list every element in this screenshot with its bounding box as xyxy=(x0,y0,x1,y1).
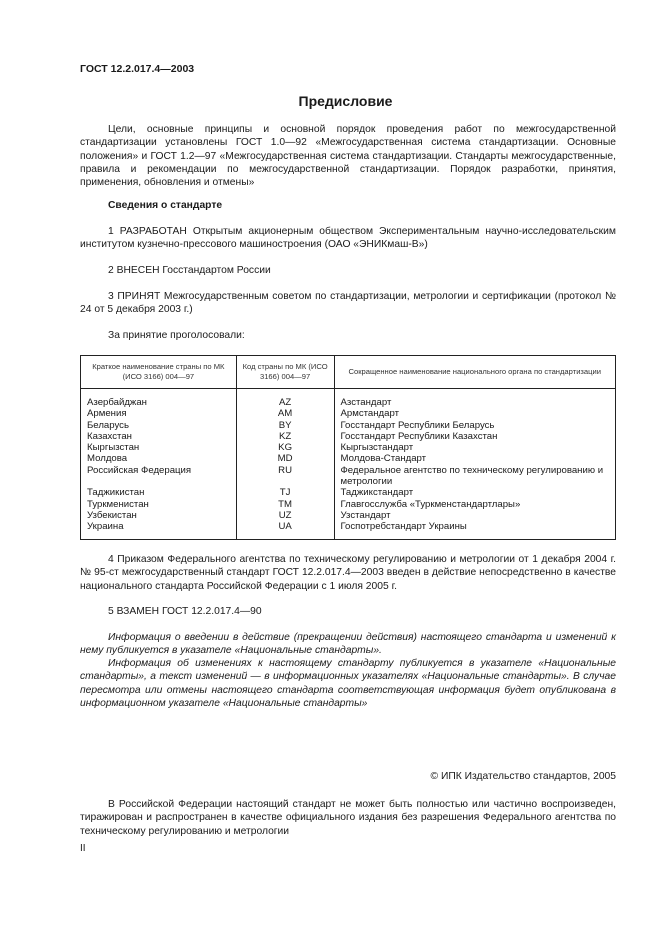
page-number: II xyxy=(80,843,86,854)
table-row xyxy=(81,431,616,442)
table-row xyxy=(81,521,616,539)
table-row xyxy=(81,408,616,419)
cell-country: Азербайджан xyxy=(81,389,237,409)
intro-paragraph xyxy=(80,123,616,189)
cell-country: Армения xyxy=(81,408,237,419)
header-code: Код страны по МК (ИСО 3166) 004—97 xyxy=(236,356,334,389)
copyright-line: © ИПК Издательство стандартов, 2005 xyxy=(430,771,616,782)
info-heading: Сведения о стандарте xyxy=(108,200,223,211)
table-header-row xyxy=(81,356,616,389)
table-row xyxy=(81,487,616,498)
table-row xyxy=(81,442,616,453)
cell-country: Российская Федерация xyxy=(81,465,237,488)
page-title: Предисловие xyxy=(298,93,393,109)
header-country: Краткое наименование страны по МК (ИСО 3166) 004—97 xyxy=(81,356,237,389)
cell-body: Госстандарт Республики Казахстан xyxy=(334,431,616,442)
notice-2-text: Информация об изменениях к настоящему стандарту публикуется в указателе «Национальные стандарты», а текст изменений — в информационных указателях «Национальные стандарты». В случае пересмотра или отмены настоящего стандарта соответствующая информация будет опубликована в информационном указателе «Национальные стандарты» xyxy=(80,658,616,709)
table-row xyxy=(81,389,616,409)
cell-code: MD xyxy=(236,453,334,464)
cell-country: Беларусь xyxy=(81,420,237,431)
cell-body: Таджикстандарт xyxy=(334,487,616,498)
item-order-text: 4 Приказом Федерального агентства по техническому регулированию и метрологии от 1 декабря 2004 г. № 95-ст межгосударственный стандарт ГОСТ 12.2.017.4—2003 введен в действие непосредственно в качестве национального стандарта Российской Федерации с 1 июля 2005 г. xyxy=(80,554,616,592)
notice-paragraph-2 xyxy=(80,657,616,710)
table-row xyxy=(81,453,616,464)
cell-country: Украина xyxy=(81,521,237,539)
intro-text: Цели, основные принципы и основной порядок проведения работ по межгосударственной стандартизации установлены ГОСТ 1.0—92 «Межгосударственная система стандартизации. Основные положения» и ГОСТ 1.2—97 «Межгосударственная система стандартизации. Стандарты межгосударственные, правила и рекомендации по межгосударственной стандартизации. Порядок разработки, принятия, применения, обновления и отмены» xyxy=(80,124,616,189)
cell-body: Узстандарт xyxy=(334,510,616,521)
cell-country: Туркменистан xyxy=(81,499,237,510)
reproduction-notice xyxy=(80,798,616,838)
item-introduced xyxy=(80,264,616,277)
item-replaces xyxy=(80,605,616,618)
cell-country: Кыргызстан xyxy=(81,442,237,453)
cell-body: Кыргызстандарт xyxy=(334,442,616,453)
cell-code: UZ xyxy=(236,510,334,521)
cell-code: UA xyxy=(236,521,334,539)
cell-country: Узбекистан xyxy=(81,510,237,521)
table-row xyxy=(81,510,616,521)
cell-code: KG xyxy=(236,442,334,453)
header-body: Сокращенное наименование национального органа по стандартизации xyxy=(334,356,616,389)
cell-country: Таджикистан xyxy=(81,487,237,498)
item-order xyxy=(80,553,616,593)
notice-1-text: Информация о введении в действие (прекращении действия) настоящего стандарта и изменений к нему публикуется в указателе «Национальные стандарты». xyxy=(80,632,616,657)
cell-code: RU xyxy=(236,465,334,488)
item-replaces-text: 5 ВЗАМЕН ГОСТ 12.2.017.4—90 xyxy=(108,606,262,617)
item-introduced-text: 2 ВНЕСЕН Госстандартом России xyxy=(108,265,271,276)
cell-country: Казахстан xyxy=(81,431,237,442)
reproduction-notice-text: В Российской Федерации настоящий стандарт не может быть полностью или частично воспроизведен, тиражирован и распространен в качестве официального издания без разрешения Федерального агентства по техническому регулированию и метрологии xyxy=(80,799,616,837)
cell-body: Азстандарт xyxy=(334,389,616,409)
voting-table xyxy=(80,355,616,540)
cell-code: AM xyxy=(236,408,334,419)
cell-body: Молдова-Стандарт xyxy=(334,453,616,464)
item-developed-text: 1 РАЗРАБОТАН Открытым акционерным обществом Экспериментальным научно-исследовательским институтом кузнечно-прессового машиностроения (ОАО «ЭНИКмаш-В») xyxy=(80,226,616,251)
item-developed xyxy=(80,225,616,252)
table-row xyxy=(81,499,616,510)
cell-body: Федеральное агентство по техническому регулированию и метрологии xyxy=(334,465,616,488)
cell-country: Молдова xyxy=(81,453,237,464)
table-row xyxy=(81,465,616,488)
cell-code: BY xyxy=(236,420,334,431)
cell-code: AZ xyxy=(236,389,334,409)
table-row xyxy=(81,420,616,431)
cell-code: TJ xyxy=(236,487,334,498)
cell-body: Госстандарт Республики Беларусь xyxy=(334,420,616,431)
cell-code: TM xyxy=(236,499,334,510)
item-adopted xyxy=(80,290,616,317)
cell-body: Госпотребстандарт Украины xyxy=(334,521,616,539)
notice-paragraph-1 xyxy=(80,631,616,658)
document-code: ГОСТ 12.2.017.4—2003 xyxy=(80,63,195,75)
cell-code: KZ xyxy=(236,431,334,442)
cell-body: Главгосслужба «Туркменстандартлары» xyxy=(334,499,616,510)
item-adopted-text: 3 ПРИНЯТ Межгосударственным советом по стандартизации, метрологии и сертификации (протокол № 24 от 5 декабря 2003 г.) xyxy=(80,291,616,316)
vote-caption: За принятие проголосовали: xyxy=(108,330,245,341)
cell-body: Армстандарт xyxy=(334,408,616,419)
